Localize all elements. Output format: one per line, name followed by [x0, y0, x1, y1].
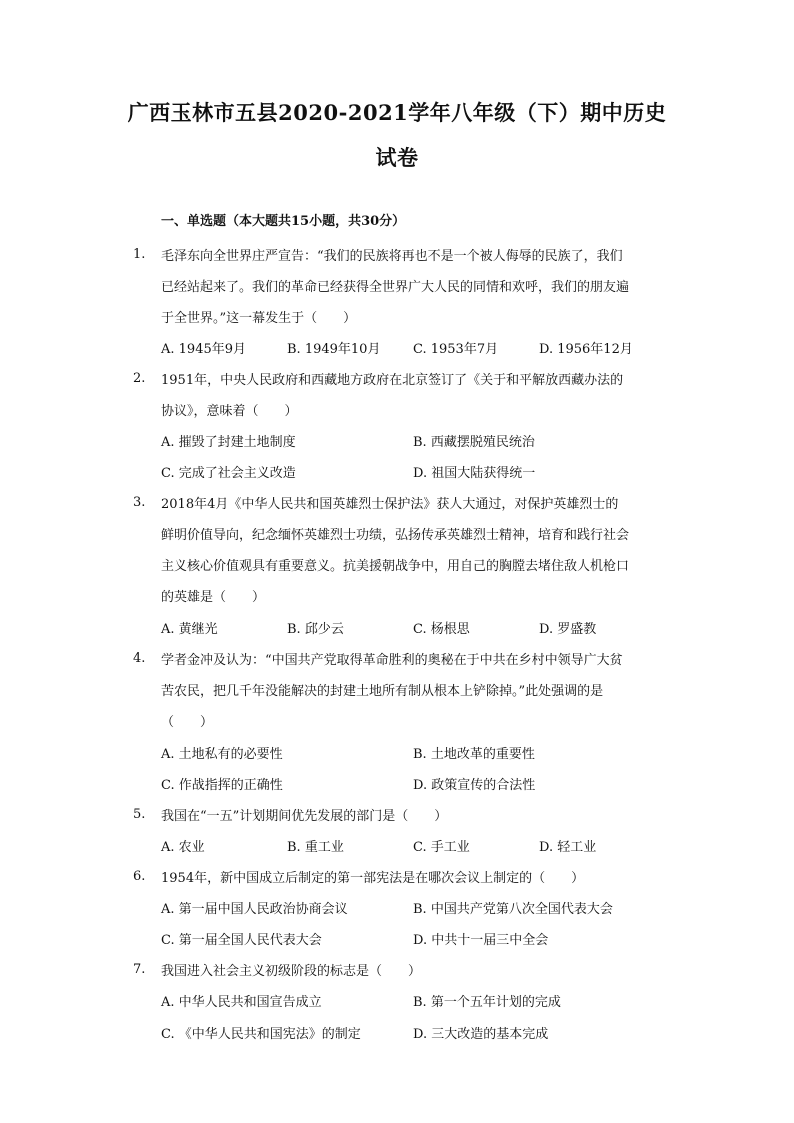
option-d: D. 三大改造的基本完成 — [413, 1027, 549, 1042]
question-text-line: 2018年4月《中华人民共和国英雄烈士保护法》获人大通过，对保护英雄烈士的 — [161, 497, 619, 512]
option-c: C. 手工业 — [413, 840, 470, 855]
question-number: 6. — [133, 869, 146, 884]
question-text-line: 苦农民，把几千年没能解决的封建土地所有制从根本上铲除掉。”此处强调的是 — [161, 684, 604, 699]
option-d: D. 中共十一届三中全会 — [413, 933, 549, 948]
option-a: A. 1945年9月 — [161, 342, 247, 357]
option-a: A. 农业 — [161, 840, 205, 855]
question-number: 1. — [133, 247, 146, 262]
option-d: D. 罗盛教 — [539, 622, 597, 637]
option-c: C. 作战指挥的正确性 — [161, 778, 283, 793]
question-number: 3. — [133, 495, 146, 510]
section-heading: 一、单选题（本大题共15小题，共30分） — [161, 214, 406, 229]
option-a: A. 第一届中国人民政治协商会议 — [161, 902, 348, 917]
option-c: C. 杨根思 — [413, 622, 470, 637]
option-d: D. 轻工业 — [539, 840, 597, 855]
option-d: D. 祖国大陆获得统一 — [413, 466, 536, 481]
option-d: D. 1956年12月 — [539, 342, 633, 357]
question-number: 4. — [133, 651, 146, 666]
question-text-line: 已经站起来了。我们的革命已经获得全世界广大人民的同情和欢呼，我们的朋友遍 — [161, 280, 630, 295]
option-d: D. 政策宣传的合法性 — [413, 778, 536, 793]
question-text-line: 1951年，中央人民政府和西藏地方政府在北京签订了《关于和平解放西藏办法的 — [161, 373, 624, 388]
option-a: A. 摧毁了封建土地制度 — [161, 435, 296, 450]
question-text-line: 于全世界。”这一幕发生于（ ） — [161, 311, 357, 326]
document-title-line-1: 广西玉林市五县2020-2021学年八年级（下）期中历史 — [127, 100, 667, 125]
question-text-line: 我国在“一五”计划期间优先发展的部门是（ ） — [161, 809, 448, 824]
option-b: B. 1949年10月 — [287, 342, 381, 357]
question-text-line: 的英雄是（ ） — [161, 590, 266, 605]
question-number: 7. — [133, 962, 146, 977]
option-b: B. 第一个五年计划的完成 — [413, 995, 561, 1010]
question-number: 5. — [133, 807, 146, 822]
option-c: C. 完成了社会主义改造 — [161, 466, 296, 481]
question-text-line: 我国进入社会主义初级阶段的标志是（ ） — [161, 964, 422, 979]
option-a: A. 黄继光 — [161, 622, 218, 637]
question-text-line: 1954年，新中国成立后制定的第一部宪法是在哪次会议上制定的（ ） — [161, 871, 585, 886]
question-text-line: 主义核心价值观具有重要意义。抗美援朝战争中，用自己的胸膛去堵住敌人机枪口 — [161, 559, 630, 574]
option-b: B. 土地改革的重要性 — [413, 747, 535, 762]
document-title-line-2: 试卷 — [375, 145, 419, 170]
option-c: C. 1953年7月 — [413, 342, 499, 357]
option-c: C. 第一届全国人民代表大会 — [161, 933, 322, 948]
option-a: A. 土地私有的必要性 — [161, 747, 283, 762]
question-text-line: 学者金冲及认为：“中国共产党取得革命胜利的奥秘在于中共在乡村中领导广大贫 — [161, 653, 623, 668]
question-text-line: （ ） — [161, 715, 214, 730]
question-text-line: 协议》，意味着（ ） — [161, 404, 298, 419]
question-text-line: 鲜明价值导向，纪念缅怀英雄烈士功绩，弘扬传承英雄烈士精神，培育和践行社会 — [161, 528, 630, 543]
option-b: B. 中国共产党第八次全国代表大会 — [413, 902, 613, 917]
question-number: 2. — [133, 371, 146, 386]
option-c: C. 《中华人民共和国宪法》的制定 — [161, 1027, 361, 1042]
option-b: B. 重工业 — [287, 840, 344, 855]
question-text-line: 毛泽东向全世界庄严宣告：“我们的民族将再也不是一个被人侮辱的民族了，我们 — [161, 249, 623, 264]
option-a: A. 中华人民共和国宣告成立 — [161, 995, 322, 1010]
option-b: B. 西藏摆脱殖民统治 — [413, 435, 535, 450]
option-b: B. 邱少云 — [287, 622, 344, 637]
